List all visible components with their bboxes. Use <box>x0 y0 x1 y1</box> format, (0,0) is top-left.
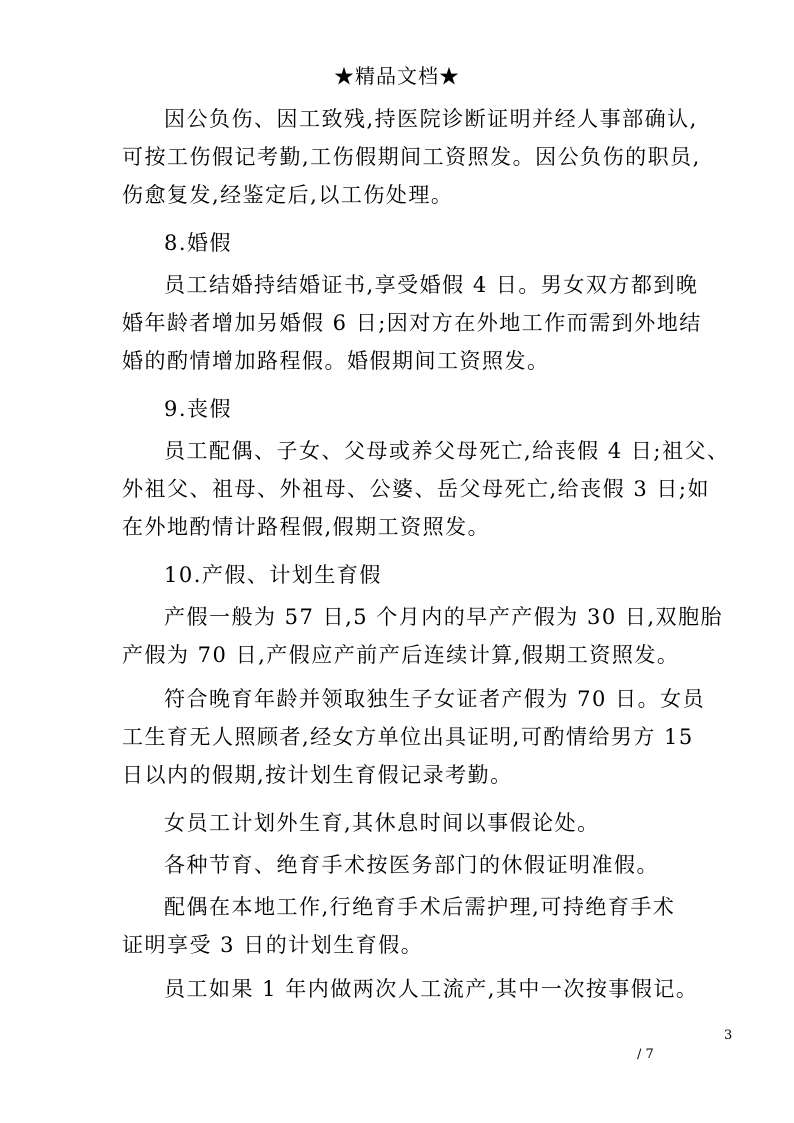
text-line: 外祖父、祖母、外祖母、公婆、岳父母死亡,给丧假 3 日;如 <box>122 477 710 501</box>
section-heading: 10.产假、计划生育假 <box>164 563 382 587</box>
paragraph-abortion <box>122 970 699 1008</box>
text-line: 符合晚育年龄并领取独生子女证者产假为 70 日。女员 <box>164 687 706 711</box>
document-header: ★精品文档★ <box>334 64 460 88</box>
text-line: 产假为 70 日,产假应产前产后连续计算,假期工资照发。 <box>122 643 680 667</box>
paragraph-spouse-care <box>122 888 682 964</box>
paragraph-late-birth <box>122 680 706 794</box>
paragraph-marriage-leave <box>122 266 702 380</box>
text-line: 可按工伤假记考勤,工伤假期间工资照发。因公负伤的职员, <box>122 145 701 169</box>
text-line: 伤愈复发,经鉴定后,以工伤处理。 <box>122 183 454 207</box>
page-total: / 7 <box>637 1047 654 1062</box>
heading-maternity-leave <box>122 556 682 594</box>
heading-marriage-leave <box>122 224 682 262</box>
text-line: 产假一般为 57 日,5 个月内的早产产假为 30 日,双胞胎 <box>164 605 724 629</box>
text-line: 日以内的假期,按计划生育假记录考勤。 <box>122 763 513 787</box>
text-line: 婚年龄者增加另婚假 6 日;因对方在外地工作而需到外地结 <box>122 311 702 335</box>
section-heading: 8.婚假 <box>164 231 233 255</box>
paragraph-contraception <box>122 846 682 884</box>
text-line: 员工结婚持结婚证书,享受婚假 4 日。男女双方都到晚 <box>164 273 699 297</box>
text-line: 各种节育、绝育手术按医务部门的休假证明准假。 <box>164 853 659 877</box>
paragraph-funeral-leave <box>122 432 730 546</box>
section-heading: 9.丧假 <box>164 397 233 421</box>
text-line: 员工如果 1 年内做两次人工流产,其中一次按事假记。 <box>164 977 699 1001</box>
text-line: 女员工计划外生育,其休息时间以事假论处。 <box>164 811 600 835</box>
text-line: 工生育无人照顾者,经女方单位出具证明,可酌情给男方 15 <box>122 725 694 749</box>
text-line: 在外地酌情计路程假,假期工资照发。 <box>122 515 491 539</box>
page-number: 3 <box>724 1028 733 1043</box>
text-line: 因公负伤、因工致残,持医院诊断证明并经人事部确认, <box>164 107 698 131</box>
paragraph-maternity-leave <box>122 598 724 674</box>
text-line: 员工配偶、子女、父母或养父母死亡,给丧假 4 日;祖父、 <box>164 439 730 463</box>
text-line: 证明享受 3 日的计划生育假。 <box>122 933 424 957</box>
text-line: 婚的酌情增加路程假。婚假期间工资照发。 <box>122 349 550 373</box>
paragraph-work-injury <box>122 100 701 214</box>
text-line: 配偶在本地工作,行绝育手术后需护理,可持绝育手术 <box>164 895 676 919</box>
paragraph-unplanned-birth <box>122 804 682 842</box>
heading-funeral-leave <box>122 390 682 428</box>
